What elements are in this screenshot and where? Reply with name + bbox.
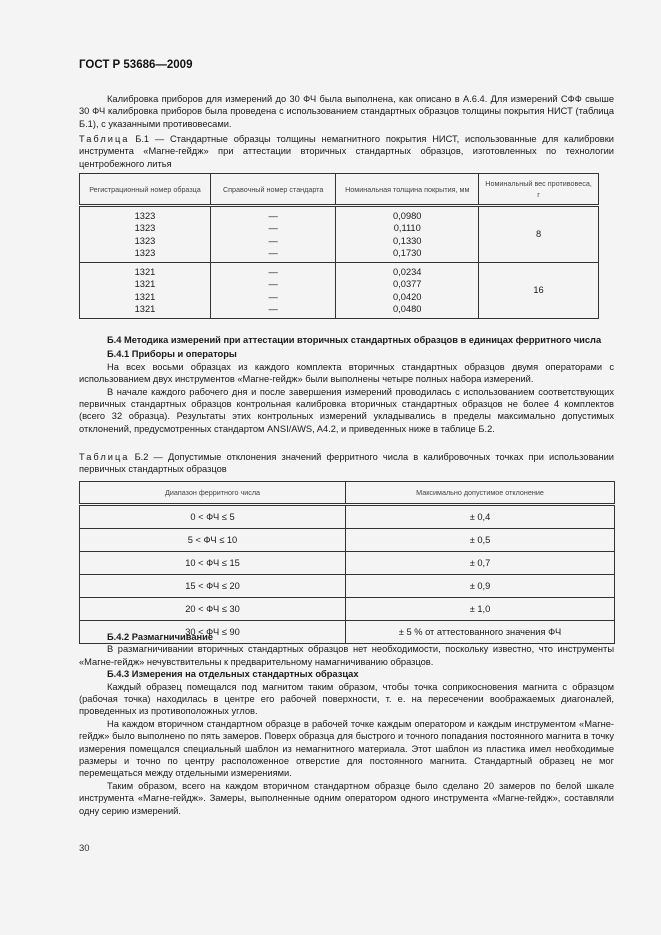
deviation-cell: ± 0,5	[346, 529, 615, 552]
reg-value: 1321	[134, 279, 156, 290]
page-number: 30	[79, 843, 90, 854]
table-row	[80, 575, 615, 598]
ref-value: —	[268, 223, 278, 234]
table1-header-thickness: Номинальная толщина покрытия, мм	[336, 174, 479, 206]
reg-value: 1321	[134, 291, 156, 302]
thickness-value: 0,1330	[393, 235, 422, 246]
range-cell: 10 < ФЧ ≤ 15	[80, 552, 346, 575]
table1-caption	[79, 133, 614, 170]
section-b42-b43	[79, 631, 614, 817]
section-b41-paragraph-1: На всех восьми образцах из каждого комплекта вторичных стандартных образцов двумя операторами с использованием двух инструментов «Магне-гейдж» были выполнены четыре полных набора измерений.	[79, 361, 614, 385]
table-b2	[79, 481, 615, 644]
deviation-cell: ± 1,0	[346, 598, 615, 621]
table1-caption-label: Таблица	[79, 134, 130, 144]
table1-cell-weight: 8	[479, 206, 599, 263]
table2-header-deviation: Максимально допустимое отклонение	[346, 482, 615, 505]
range-cell: 20 < ФЧ ≤ 30	[80, 598, 346, 621]
reg-value: 1321	[134, 267, 156, 278]
section-b42-paragraph: В размагничивании вторичных стандартных образцов нет необходимости, поскольку известно, что инструменты «Магне-гейдж» нечувствительны к предварительному намагничиванию образцов.	[79, 644, 614, 667]
table1-cell-thickness	[336, 206, 479, 263]
range-cell: 15 < ФЧ ≤ 20	[80, 575, 346, 598]
table1-group-row	[80, 263, 599, 319]
intro-text	[79, 93, 614, 130]
reg-value: 1323	[134, 211, 156, 222]
section-b43-paragraph-3: Таким образом, всего на каждом вторичном стандартном образце было сделано 20 замеров по белой шкале инструмента «Магне-гейдж». Замеры, выполненные одним оператором одного инструмента «Магне-гейдж», составляли одну серию измерений.	[79, 780, 614, 816]
table-row	[80, 529, 615, 552]
section-b4-heading: Б.4 Методика измерений при аттестации вторичных стандартных образцов в единицах ферритного числа	[107, 335, 602, 345]
table1-header-weight: Номинальный вес противовеса, г	[479, 174, 599, 206]
ref-value: —	[268, 279, 278, 290]
intro-paragraph: Калибровка приборов для измерений до 30 ФЧ была выполнена, как описано в А.6.4. Для измерений СФФ свыше 30 ФЧ калибровка приборов была проведена с использованием стандартных образцов толщины покрытия НИСТ (таблица Б.1), с указанными противовесами.	[79, 94, 614, 129]
table-row	[80, 505, 615, 529]
ref-value: —	[268, 211, 278, 222]
section-b43-paragraph-2: На каждом вторичном стандартном образце в рабочей точке каждым оператором и каждым инструментом «Магне-гейдж» было выполнено по пять замеров. Поверх образца для быстрого и точного попадания постоянного магнита в точку измерения помещался специальный шаблон из немагнитного материала. Этот шаблон из пластика имел необходимые размеры и точно по центру расположенное отверстие для постоянного магнита. Стандартный образец не мог перемещаться между отдельными измерениями.	[79, 718, 614, 779]
range-cell: 5 < ФЧ ≤ 10	[80, 529, 346, 552]
table2-caption-text: Б.2 — Допустимые отклонения значений ферритного числа в калибровочных точках при использовании первичных стандартных образцов	[79, 452, 614, 475]
table2-caption-label: Таблица	[79, 452, 130, 462]
section-b41-heading: Б.4.1 Приборы и операторы	[107, 349, 237, 360]
reg-value: 1321	[134, 303, 156, 314]
thickness-value: 0,0234	[393, 267, 422, 278]
table1-cell-thickness	[336, 263, 479, 319]
section-b43-heading: Б.4.3 Измерения на отдельных стандартных образцах	[107, 669, 359, 680]
ref-value: —	[268, 247, 278, 258]
section-b43-paragraph-1: Каждый образец помещался под магнитом таким образом, чтобы точка соприкосновения магнита с образцом (рабочая точка) находилась в центре его рабочей поверхности, т. е. на пересечении воображаемых диагоналей, проведенных из противоположных углов.	[79, 681, 614, 717]
deviation-cell: ± 5 % от аттестованного значения ФЧ	[346, 621, 615, 644]
table1-group-row	[80, 206, 599, 263]
thickness-value: 0,1730	[393, 247, 422, 258]
ref-value: —	[268, 235, 278, 246]
table-row	[80, 598, 615, 621]
table1-cell-weight: 16	[479, 263, 599, 319]
reg-value: 1323	[134, 235, 156, 246]
thickness-value: 0,0480	[393, 303, 422, 314]
table2-caption	[79, 451, 614, 476]
ref-value: —	[268, 291, 278, 302]
table2-header-range: Диапазон ферритного числа	[80, 482, 346, 505]
reg-value: 1323	[134, 223, 156, 234]
thickness-value: 0,0980	[393, 211, 422, 222]
table1-header-row	[80, 174, 599, 206]
table2-header-row	[80, 482, 615, 505]
range-cell: 30 < ФЧ ≤ 90	[80, 621, 346, 644]
table1-cell-ref	[210, 206, 335, 263]
reg-value: 1323	[134, 247, 156, 258]
table1-cell-reg	[80, 263, 211, 319]
deviation-cell: ± 0,9	[346, 575, 615, 598]
document-header: ГОСТ Р 53686—2009	[79, 59, 193, 71]
ref-value: —	[268, 267, 278, 278]
section-b42-heading: Б.4.2 Размагничивание	[107, 632, 214, 642]
range-cell: 0 < ФЧ ≤ 5	[80, 505, 346, 529]
section-b41-paragraph-2: В начале каждого рабочего дня и после завершения измерений проводилась с использованием соответствующих первичных стандартных образцов контрольная калибровка вторичных стандартных образцов не более 4 комплектов (всего 32 образца). Результаты этих контрольных измерений укладывались в пределы максимально допустимых отклонений, предусмотренных стандартом ANSI/AWS, A4.2, и приведенных ниже в таблице Б.2.	[79, 386, 614, 434]
table-row	[80, 552, 615, 575]
table1-cell-ref	[210, 263, 335, 319]
ref-value: —	[268, 303, 278, 314]
thickness-value: 0,0377	[393, 279, 422, 290]
deviation-cell: ± 0,4	[346, 505, 615, 529]
table-b1	[79, 173, 599, 319]
table1-cell-reg	[80, 206, 211, 263]
thickness-value: 0,1110	[393, 223, 421, 234]
table1-header-reg: Регистрационный номер образца	[80, 174, 211, 206]
thickness-value: 0,0420	[393, 291, 422, 302]
table1-header-ref: Справочный номер стандарта	[210, 174, 335, 206]
section-b4	[79, 334, 614, 435]
deviation-cell: ± 0,7	[346, 552, 615, 575]
table1-caption-text: Б.1 — Стандартные образцы толщины немагнитного покрытия НИСТ, использованные для калибровки инструмента «Магне-гейдж» при аттестации вторичных стандартных образцов, изготовленных по технологии центробежного литья	[79, 134, 614, 169]
